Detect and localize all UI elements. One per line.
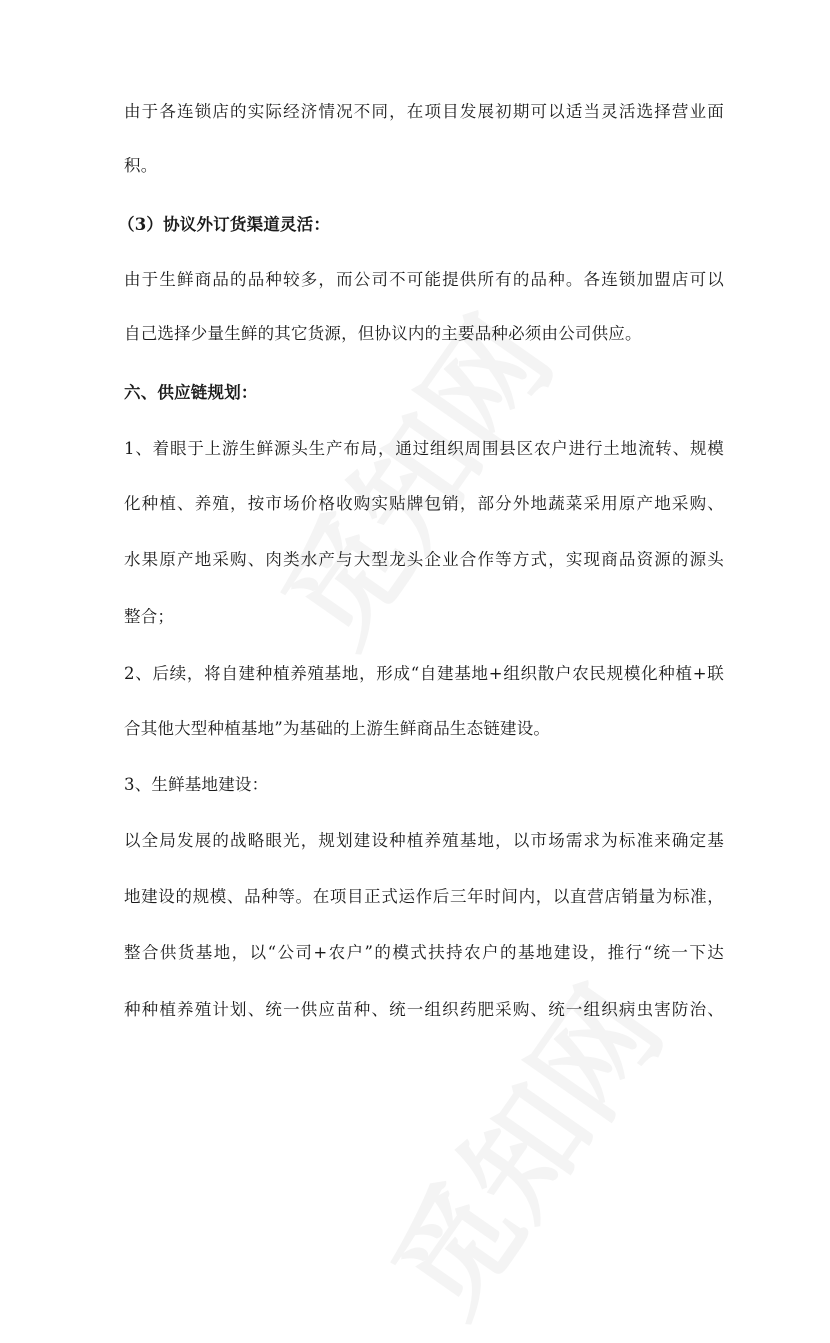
paragraph-line: 积。 [124, 156, 158, 175]
section-heading: （3）协议外订货渠道灵活： [118, 215, 331, 234]
sub-heading: 3、生鲜基地建设： [124, 775, 269, 794]
paragraph-line: 整合供货基地，以“公司+农户”的模式扶持农户的基地建设，推行“统一下达 [124, 943, 724, 962]
paragraph-line: 1、着眼于上游生鲜源头生产布局，通过组织周围县区农户进行土地流转、规模 [124, 439, 724, 458]
section-heading: 六、供应链规划： [124, 383, 258, 402]
paragraph-line: 合其他大型种植基地”为基础的上游生鲜商品生态链建设。 [124, 719, 551, 738]
paragraph-line: 水果原产地采购、肉类水产与大型龙头企业合作等方式，实现商品资源的源头 [124, 550, 724, 569]
paragraph-line: 自己选择少量生鲜的其它货源，但协议内的主要品种必须由公司供应。 [124, 324, 642, 343]
paragraph-line: 整合； [124, 607, 175, 626]
paragraph-line: 由于各连锁店的实际经济情况不同，在项目发展初期可以适当灵活选择营业面 [124, 102, 724, 121]
paragraph-line: 2、后续，将自建种植养殖基地，形成“自建基地+组织散户农民规模化种植+联 [124, 664, 724, 683]
paragraph-line: 以全局发展的战略眼光，规划建设种植养殖基地，以市场需求为标准来确定基 [124, 831, 724, 850]
paragraph-line: 化种植、养殖，按市场价格收购实贴牌包销，部分外地蔬菜采用原产地采购、 [124, 494, 724, 513]
paragraph-line: 地建设的规模、品种等。在项目正式运作后三年时间内，以直营店销量为标准， [124, 887, 724, 906]
paragraph-line: 种种植养殖计划、统一供应苗种、统一组织药肥采购、统一组织病虫害防治、 [124, 1000, 724, 1019]
paragraph-line: 由于生鲜商品的品种较多，而公司不可能提供所有的品种。各连锁加盟店可以 [124, 270, 724, 289]
